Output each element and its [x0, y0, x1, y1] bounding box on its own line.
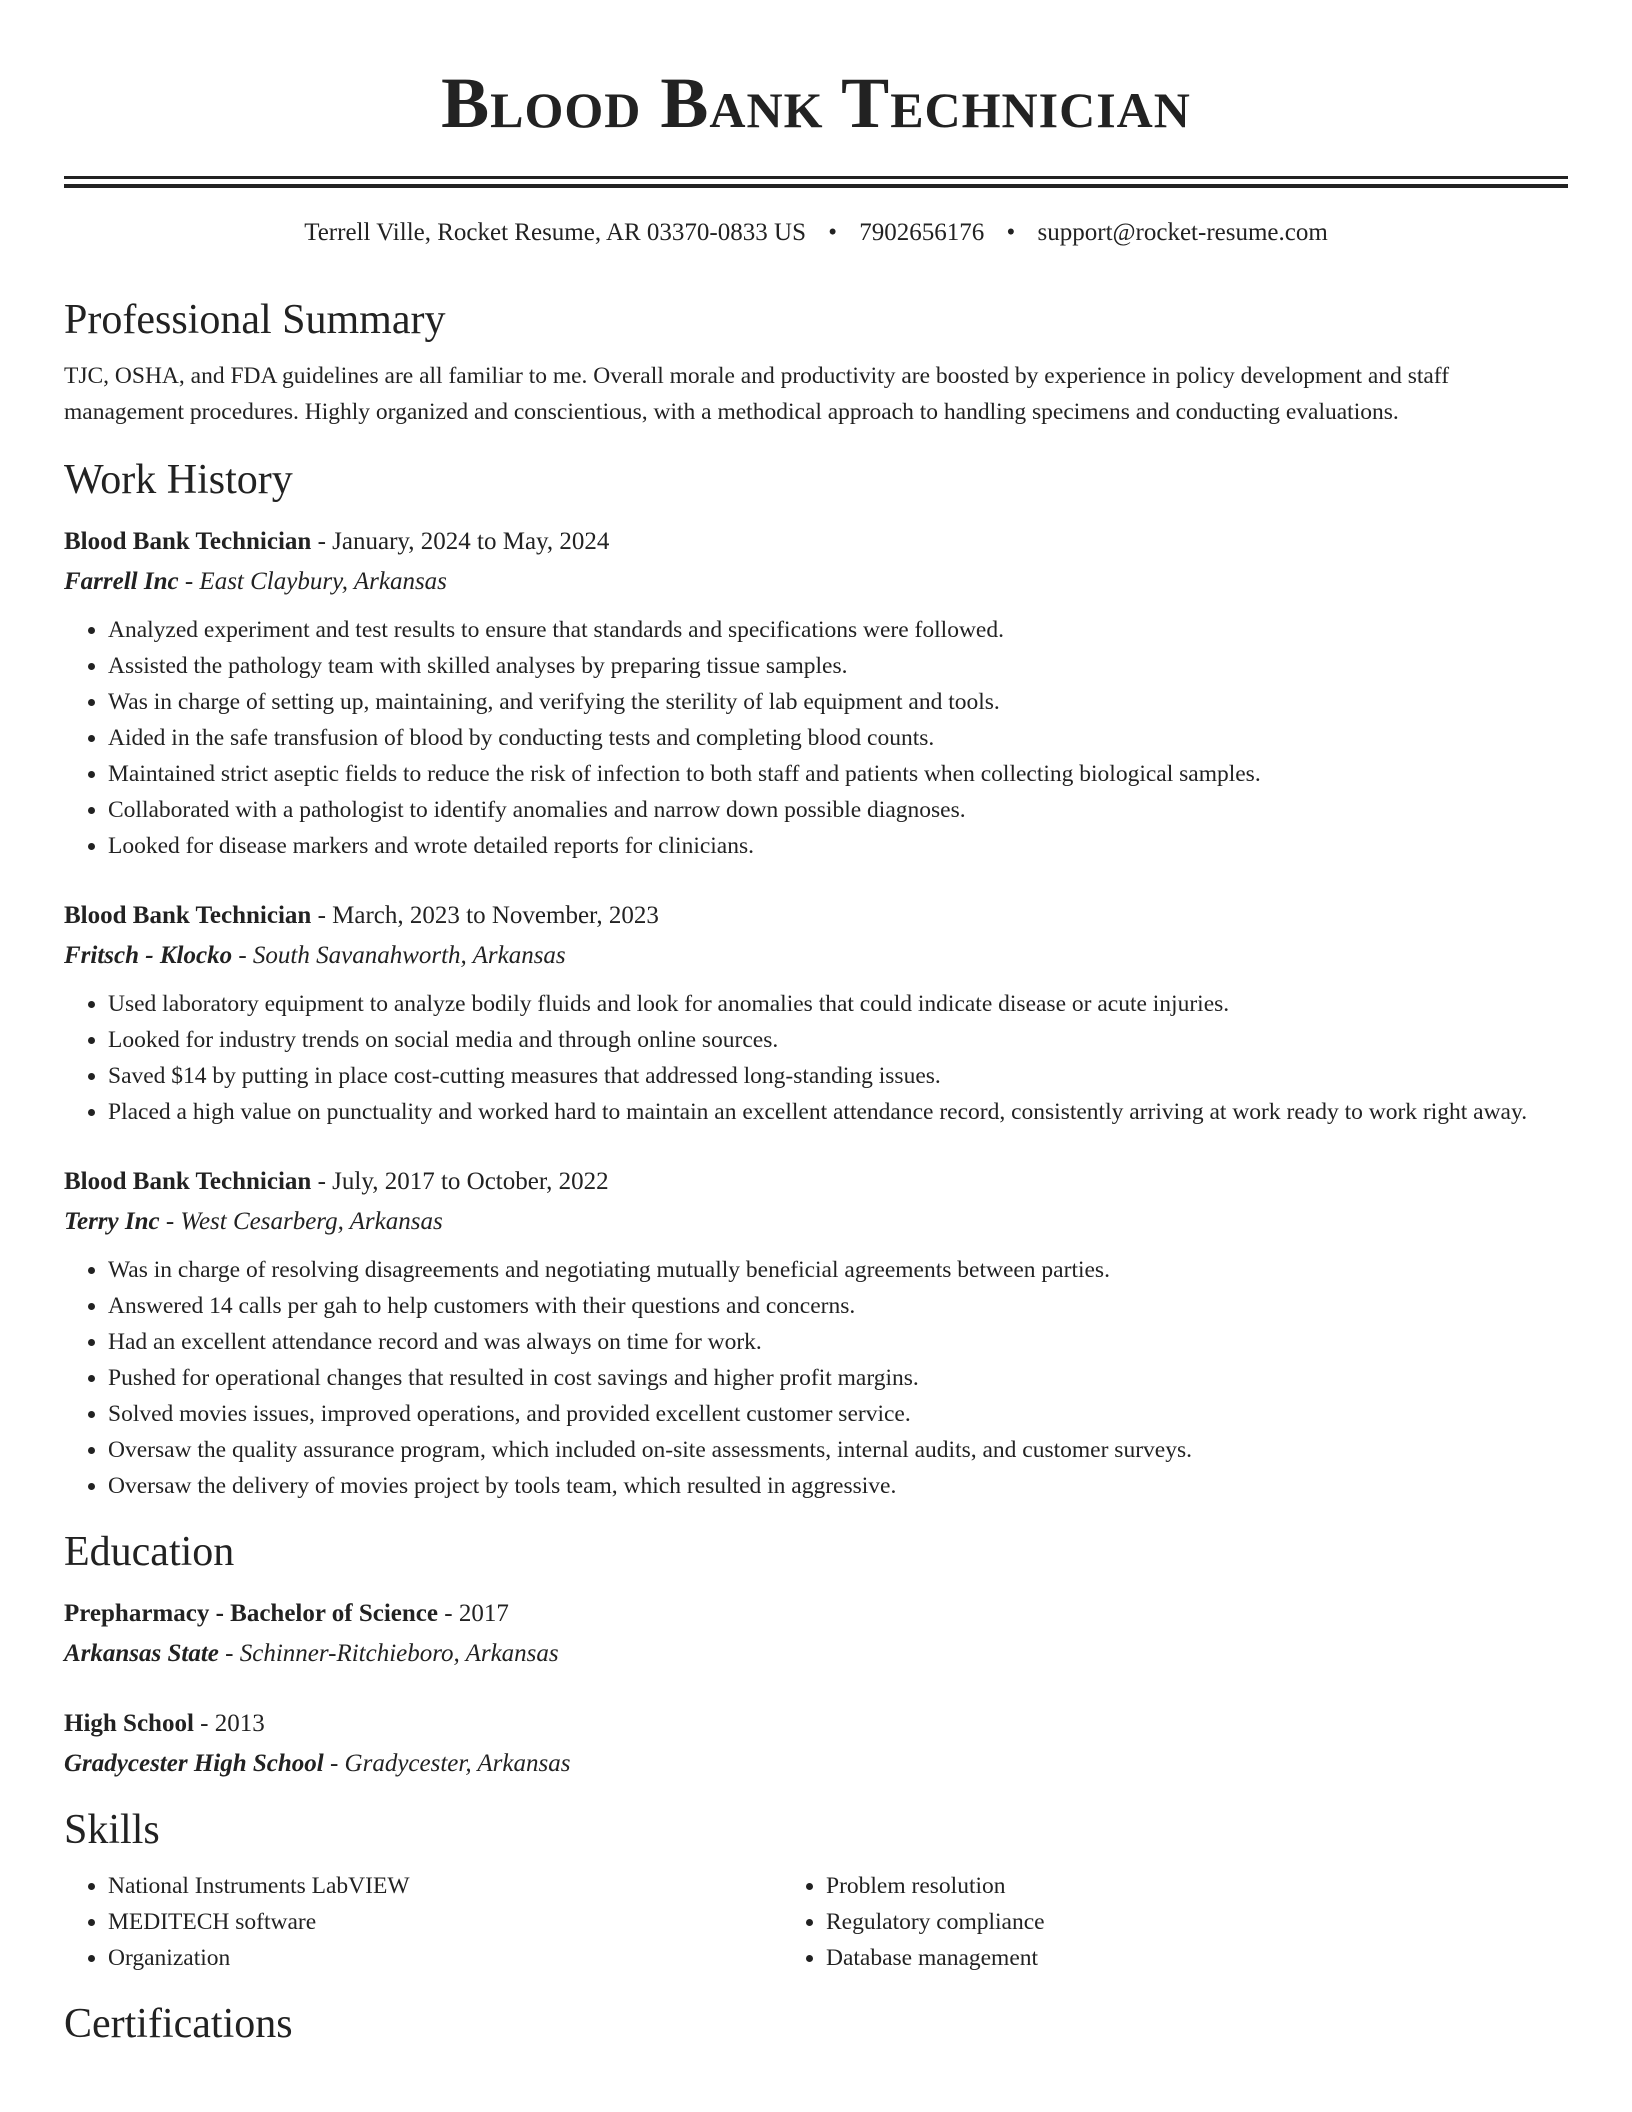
job-company: Terry Inc [64, 1208, 160, 1235]
contact-email: support@rocket-resume.com [1037, 219, 1328, 246]
list-item: • Maintained strict aseptic fields to reduce the risk of infection to both staff and patients when collecting biological samples. [108, 756, 1568, 792]
resume-title: Blood Bank Technician [441, 63, 1191, 143]
list-item: • Saved $14 by putting in place cost-cutting measures that addressed long-standing issues. [108, 1058, 1568, 1094]
school-line [64, 1744, 1568, 1784]
degree-year: - 2017 [438, 1600, 509, 1627]
job-role: Blood Bank Technician [64, 1168, 312, 1195]
list-item: • Used laboratory equipment to analyze bodily fluids and look for anomalies that could indicate disease or acute injuries. [108, 986, 1568, 1022]
list-item: • Looked for industry trends on social media and through online sources. [108, 1022, 1568, 1058]
school-name: Gradycester High School [64, 1750, 324, 1777]
skills-column-left [64, 1868, 762, 1976]
list-item: • Was in charge of setting up, maintaining, and verifying the sterility of lab equipment and tools. [108, 684, 1568, 720]
school-line [64, 1634, 1568, 1674]
list-item: • Organization [108, 1940, 762, 1976]
degree-line [64, 1594, 1568, 1634]
list-item: • Analyzed experiment and test results to ensure that standards and specifications were followed. [108, 612, 1568, 648]
work-history-heading: Work History [64, 457, 293, 503]
job-company-line [64, 1202, 1568, 1242]
summary-text: TJC, OSHA, and FDA guidelines are all familiar to me. Overall morale and productivity are boosted by experience in policy development and staff management procedures. Highly organized and conscientious, with a methodical approach to handling specimens and conducting evaluations. [64, 363, 1450, 425]
title-divider [64, 176, 1568, 188]
list-item: • Was in charge of resolving disagreements and negotiating mutually beneficial agreements between parties. [108, 1252, 1568, 1288]
contact-address: Terrell Ville, Rocket Resume, AR 03370-0833 US [304, 219, 806, 246]
list-item: • Looked for disease markers and wrote detailed reports for clinicians. [108, 828, 1568, 864]
list-item: • Pushed for operational changes that resulted in cost savings and higher profit margins. [108, 1360, 1568, 1396]
contact-separator: • [828, 219, 837, 246]
education-entry [64, 1594, 1568, 1674]
contact-separator: • [1006, 219, 1016, 246]
job-company-line [64, 936, 1568, 976]
contact-line [64, 216, 1568, 250]
degree-name: High School [64, 1710, 194, 1737]
job-bullets [64, 1252, 1568, 1504]
summary-heading: Professional Summary [64, 297, 446, 343]
list-item: • Collaborated with a pathologist to identify anomalies and narrow down possible diagnoses. [108, 792, 1568, 828]
job-company: Farrell Inc [64, 568, 179, 595]
list-item: • Placed a high value on punctuality and worked hard to maintain an excellent attendance record, consistently arriving at work ready to work right away. [108, 1094, 1568, 1130]
job-role: Blood Bank Technician [64, 902, 312, 929]
job-company-line [64, 562, 1568, 602]
job-entry [64, 896, 1568, 1130]
list-item: • MEDITECH software [108, 1904, 762, 1940]
education-entry [64, 1704, 1568, 1784]
school-name: Arkansas State [64, 1640, 219, 1667]
job-location: - West Cesarberg, Arkansas [159, 1208, 443, 1235]
degree-line [64, 1704, 1568, 1744]
job-dates: - March, 2023 to November, 2023 [311, 902, 659, 929]
degree-year: - 2013 [193, 1710, 265, 1737]
resume-page [64, 0, 1568, 2052]
skills-column-right [782, 1868, 1542, 1976]
list-item: • Had an excellent attendance record and was always on time for work. [108, 1324, 1568, 1360]
job-entry [64, 1162, 1568, 1504]
list-item: • Solved movies issues, improved operations, and provided excellent customer service. [108, 1396, 1568, 1432]
job-bullets [64, 612, 1568, 864]
list-item: • Regulatory compliance [826, 1904, 1542, 1940]
job-title-line [64, 1162, 1568, 1202]
contact-phone: 7902656176 [859, 219, 985, 246]
list-item: • Database management [826, 1940, 1542, 1976]
job-company: Fritsch - Klocko [64, 942, 233, 969]
job-dates: - July, 2017 to October, 2022 [311, 1168, 609, 1195]
job-dates: - January, 2024 to May, 2024 [311, 528, 610, 555]
skills-list [64, 1868, 1568, 1976]
skills-heading: Skills [64, 1807, 160, 1853]
education-heading: Education [64, 1529, 235, 1575]
job-title-line [64, 522, 1568, 562]
certifications-heading: Certifications [64, 2001, 293, 2047]
school-location: - Gradycester, Arkansas [323, 1750, 571, 1777]
list-item: • National Instruments LabVIEW [108, 1868, 762, 1904]
list-item: • Aided in the safe transfusion of blood by conducting tests and completing blood counts. [108, 720, 1568, 756]
job-role: Blood Bank Technician [64, 528, 312, 555]
list-item: • Oversaw the quality assurance program, which included on-site assessments, internal audits, and customer surveys. [108, 1432, 1568, 1468]
job-title-line [64, 896, 1568, 936]
degree-name: Prepharmacy - Bachelor of Science [64, 1600, 438, 1627]
list-item: • Oversaw the delivery of movies project by tools team, which resulted in aggressive. [108, 1468, 1568, 1504]
job-bullets [64, 986, 1568, 1130]
school-location: - Schinner-Ritchieboro, Arkansas [218, 1640, 559, 1667]
job-location: - East Claybury, Arkansas [178, 568, 447, 595]
list-item: • Problem resolution [826, 1868, 1542, 1904]
job-location: - South Savanahworth, Arkansas [232, 942, 566, 969]
list-item: • Assisted the pathology team with skilled analyses by preparing tissue samples. [108, 648, 1568, 684]
job-entry [64, 522, 1568, 864]
list-item: • Answered 14 calls per gah to help customers with their questions and concerns. [108, 1288, 1568, 1324]
